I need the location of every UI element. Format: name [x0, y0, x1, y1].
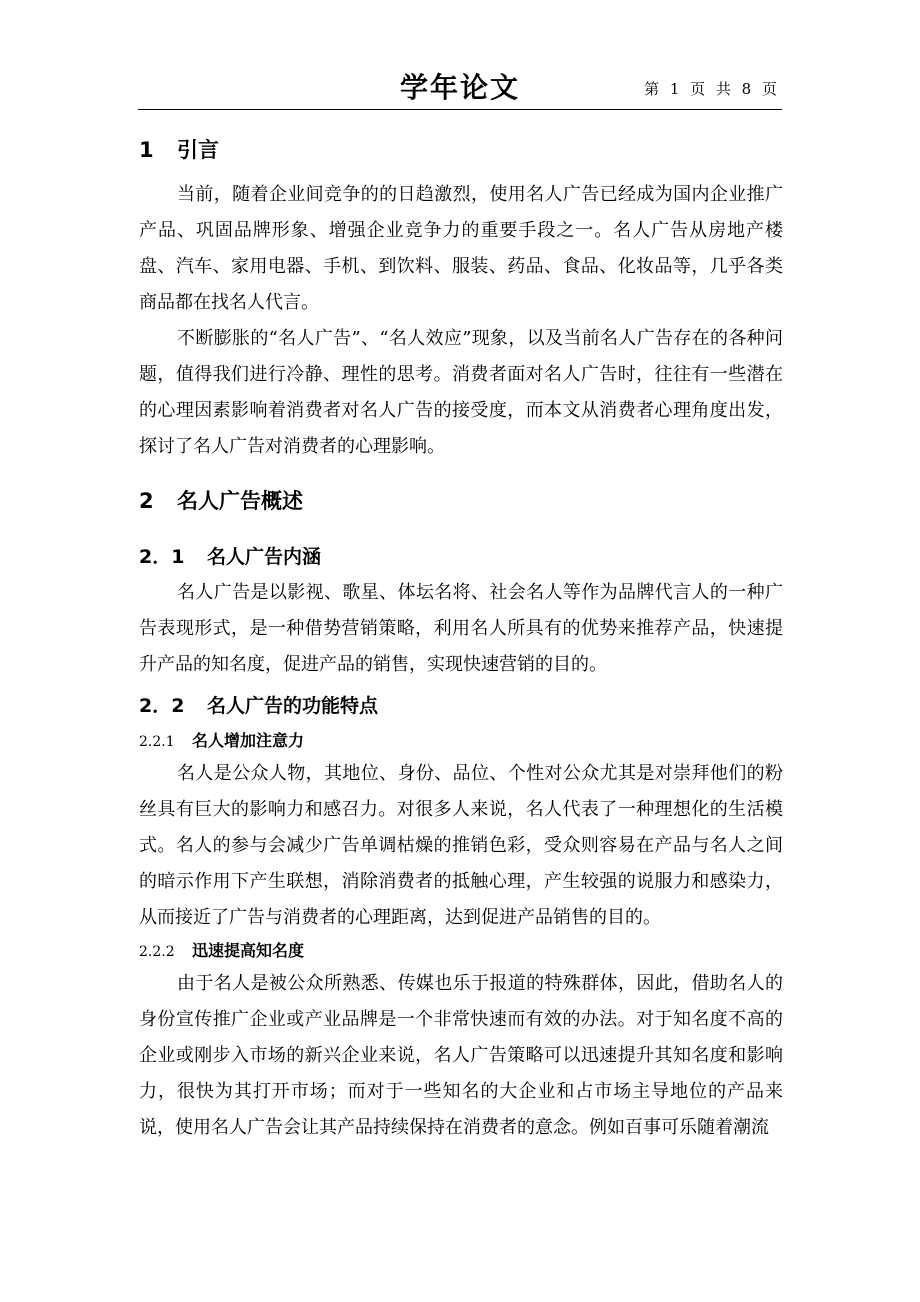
page-number: 第 1 页 共 8 页 [644, 80, 780, 98]
section-title: 名人广告概述 [177, 489, 303, 513]
section-number: 1 [139, 138, 154, 162]
section-number: 2．2 [139, 695, 185, 717]
section-2-2-heading [139, 688, 783, 724]
page-header [138, 62, 782, 108]
section-title: 名人广告的功能特点 [207, 695, 379, 717]
section-number: 2 [139, 489, 154, 513]
section-number: 2．1 [139, 546, 185, 568]
section-title: 名人增加注意力 [192, 731, 305, 750]
paragraph: 当前，随着企业间竞争的的日趋激烈，使用名人广告已经成为国内企业推广产品、巩固品牌形象、增强企业竞争力的重要手段之一。名人广告从房地产楼盘、汽车、家用电器、手机、到饮料、服装、药品、食品、化妆品等，几乎各类商品都在找名人代言。 [139, 184, 783, 313]
section-2-1-heading [139, 539, 783, 575]
section-2-2-2-heading [139, 936, 783, 966]
document-title: 学年论文 [399, 71, 520, 104]
section-2-2-1-heading [139, 726, 783, 756]
section-2-heading [139, 482, 783, 520]
section-title: 引言 [177, 138, 219, 162]
paragraph: 由于名人是被公众所熟悉、传媒也乐于报道的特殊群体，因此，借助名人的身份宣传推广企业或产业品牌是一个非常快速而有效的办法。对于知名度不高的企业或刚步入市场的新兴企业来说，名人广告策略可以迅速提升其知名度和影响力，很快为其打开市场；而对于一些知名的大企业和占市场主导地位的产品来说，使用名人广告会让其产品持续保持在消费者的意念。例如百事可乐随着潮流 [139, 973, 783, 1138]
document-body [139, 131, 783, 1146]
section-number: 2.2.1 [139, 734, 175, 750]
section-title: 迅速提高知名度 [192, 941, 305, 960]
paragraph: 名人是公众人物，其地位、身份、品位、个性对公众尤其是对崇拜他们的粉丝具有巨大的影响力和感召力。对很多人来说，名人代表了一种理想化的生活模式。名人的参与会减少广告单调枯燥的推销色彩，受众则容易在产品与名人之间的暗示作用下产生联想，消除消费者的抵触心理，产生较强的说服力和感染力，从而接近了广告与消费者的心理距离，达到促进产品销售的目的。 [139, 763, 783, 928]
paragraph: 名人广告是以影视、歌星、体坛名将、社会名人等作为品牌代言人的一种广告表现形式，是一种借势营销策略，利用名人所具有的优势来推荐产品，快速提升产品的知名度，促进产品的销售，实现快速营销的目的。 [139, 582, 783, 675]
section-number: 2.2.2 [139, 944, 175, 960]
section-title: 名人广告内涵 [207, 546, 322, 568]
section-1-heading [139, 131, 783, 169]
paragraph: 不断膨胀的“名人广告”、“名人效应”现象，以及当前名人广告存在的各种问题，值得我们进行冷静、理性的思考。消费者面对名人广告时，往往有一些潜在的心理因素影响着消费者对名人广告的接受度，而本文从消费者心理角度出发，探讨了名人广告对消费者的心理影响。 [139, 328, 783, 457]
header-divider [138, 109, 782, 110]
